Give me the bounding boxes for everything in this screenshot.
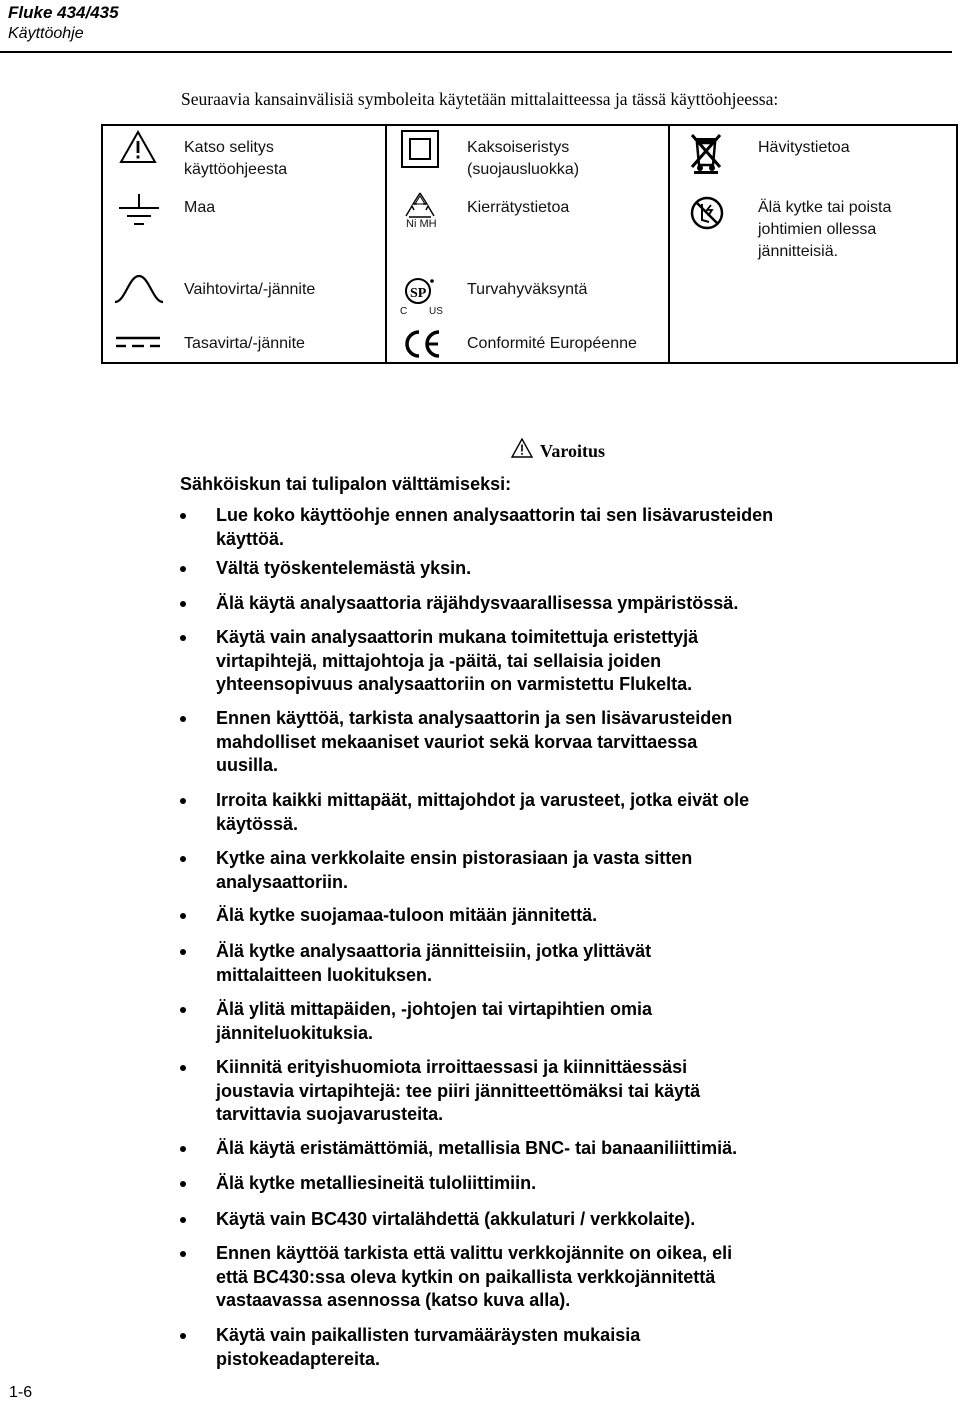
symbol-label-dc: Tasavirta/-jännite — [184, 335, 305, 352]
no-live-conductor-icon — [689, 195, 725, 231]
csa-icon-text-c: C — [400, 306, 408, 317]
bullet-icon — [180, 635, 186, 641]
warning-title: Varoitus — [540, 441, 606, 461]
ground-icon — [117, 194, 161, 228]
document-subtitle: Käyttöohje — [8, 25, 84, 42]
recycle-icon-text: Ni MH — [406, 218, 437, 230]
warning-icon — [511, 438, 533, 458]
bullet-icon — [180, 949, 186, 955]
recycle-icon — [400, 190, 440, 220]
warning-intro: Sähköiskun tai tulipalon välttämiseksi: — [180, 474, 512, 494]
symbol-label-ac: Vaihtovirta/-jännite — [184, 281, 316, 298]
bullet-icon — [180, 798, 186, 804]
symbols-intro: Seuraavia kansainvälisiä symboleita käytetään mittalaitteessa ja tässä käyttöohjeessa: — [181, 89, 779, 109]
bullet-icon — [180, 913, 186, 919]
page-number: 1-6 — [9, 1384, 33, 1401]
symbol-label-disposal: Hävitystietoa — [758, 139, 850, 156]
bullet-icon — [180, 1007, 186, 1013]
ac-sine-icon — [113, 272, 165, 306]
bullet-icon — [180, 1146, 186, 1152]
bullet-icon — [180, 566, 186, 572]
ce-mark-icon — [401, 328, 443, 360]
weee-bin-icon — [688, 129, 724, 175]
bullet-icon — [180, 601, 186, 607]
symbol-label-safety: Turvahyväksyntä — [467, 281, 588, 298]
symbol-label-recycle: Kierrätystietoa — [467, 199, 570, 216]
symbol-label-warning: Katso selitys käyttöohjeesta — [184, 139, 288, 178]
bullet-icon — [180, 1251, 186, 1257]
bullet-icon — [180, 513, 186, 519]
document-title: Fluke 434/435 — [8, 3, 119, 22]
bullet-icon — [180, 1065, 186, 1071]
table-divider — [385, 126, 387, 362]
table-divider — [668, 126, 670, 362]
warning-icon — [119, 130, 157, 164]
csa-icon-text-us: US — [429, 306, 443, 317]
bullet-icon — [180, 1217, 186, 1223]
bullet-icon — [180, 856, 186, 862]
symbol-label-no-live: Älä kytke tai poista johtimien ollessa jännitteisiä. — [758, 199, 892, 260]
symbol-label-ground: Maa — [184, 199, 216, 216]
symbol-label-ce: Conformité Européenne — [467, 335, 637, 352]
symbols-table — [101, 124, 958, 364]
dc-icon — [114, 333, 162, 351]
bullet-icon — [180, 1333, 186, 1339]
double-insulation-icon — [400, 129, 440, 169]
csa-icon — [403, 276, 437, 306]
symbol-label-double-insulation: Kaksoiseristys (suojausluokka) — [467, 139, 580, 178]
header-rule — [0, 51, 952, 53]
bullet-icon — [180, 716, 186, 722]
svg-text:SP: SP — [410, 286, 427, 301]
bullet-icon — [180, 1181, 186, 1187]
